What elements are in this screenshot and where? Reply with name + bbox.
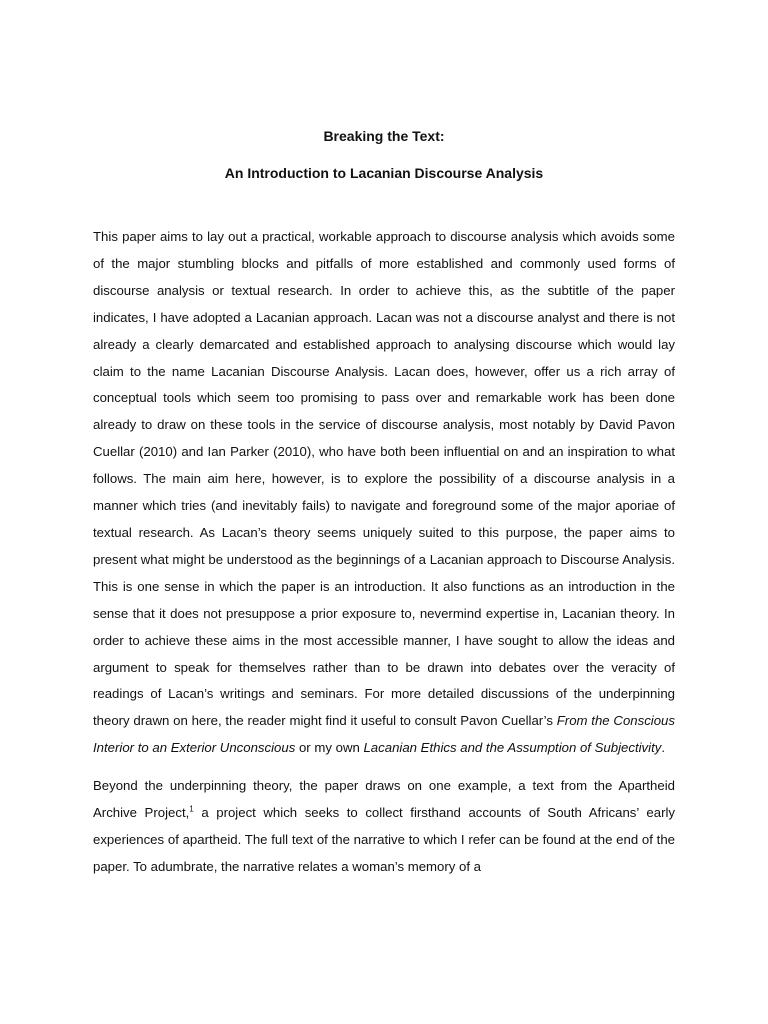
paragraph-1-end: .: [661, 740, 666, 756]
paragraph-2-text-end: a project which seeks to collect firsthand accounts of South Africans’ early experiences of apartheid. The full text of the narrative to which I refer can be found at the end of the paper. To adumbrate, the narrative relates a woman’s memory of a: [93, 805, 675, 874]
document-subtitle: An Introduction to Lacanian Discourse Analysis: [224, 165, 544, 181]
book-title-pavon-cuellar: From the Conscious Interior to an Exterior Unconscious: [93, 713, 675, 756]
paragraph-2-text-start: Beyond the underpinning theory, the paper draws on one example, a text from the Apartheid Archive Project,: [93, 778, 675, 821]
document-title: Breaking the Text:: [323, 128, 445, 144]
paragraph-1-connector: or my own: [295, 740, 364, 756]
body-paragraph-2: [93, 773, 675, 881]
book-title-lacanian-ethics: Lacanian Ethics and the Assumption of Subjectivity: [363, 740, 662, 756]
paragraph-1-text: This paper aims to lay out a practical, workable approach to discourse analysis which avoids some of the major stumbling blocks and pitfalls of more established and commonly used forms of discourse analysis or textual research. In order to achieve this, as the subtitle of the paper indicates, I have adopted a Lacanian approach. Lacan was not a discourse analyst and there is not already a clearly demarcated and established approach to analysing discourse which would lay claim to the name Lacanian Discourse Analysis. Lacan does, however, offer us a rich array of conceptual tools which seem too promising to pass over and remarkable work has been done already to draw on these tools in the service of discourse analysis, most notably by David Pavon Cuellar (2010) and Ian Parker (2010), who have both been influential on and an inspiration to what follows. The main aim here, however, is to explore the possibility of a discourse analysis in a manner which tries (and inevitably fails) to navigate and foreground some of the major aporiae of textual research. As Lacan’s theory seems uniquely suited to this purpose, the paper aims to present what might be understood as the beginnings of a Lacanian approach to Discourse Analysis. This is one sense in which the paper is an introduction. It also functions as an introduction in the sense that it does not presuppose a prior exposure to, nevermind expertise in, Lacanian theory. In order to achieve these aims in the most accessible manner, I have sought to allow the ideas and argument to speak for themselves rather than to be drawn into debates over the veracity of readings of Lacan’s writings and seminars. For more detailed discussions of the underpinning theory drawn on here, the reader might find it useful to consult Pavon Cuellar’s: [93, 229, 675, 729]
body-paragraph-1: [93, 224, 675, 762]
footnote-reference[interactable]: 1: [189, 804, 194, 814]
